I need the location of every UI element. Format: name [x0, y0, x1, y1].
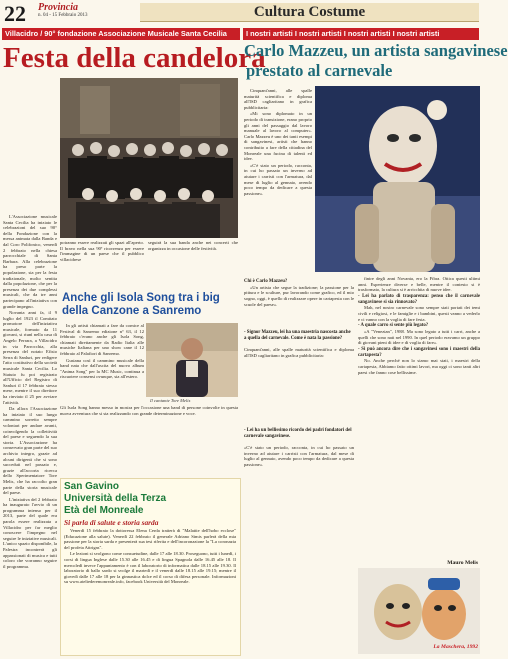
singer-photo — [146, 323, 238, 397]
university-subtitle: Si parla di salute e storia sarda — [64, 518, 159, 527]
right-col2-paragraph: finire degli anni Novanta, ero la Fibra. Ottica questi ultimi anni. Esperienze diverse e belle, mentre il contesto si è trasformato, la cultura si è arricchita di nuove idee. — [358, 276, 480, 293]
university-title-line1: San Gavino — [64, 481, 120, 492]
right-col1-lower: Cinquant'anni, alle spalle maturità scientifica e diploma all'ISD cagliaritano in grafica pubblicitaria: — [244, 347, 354, 358]
interview-question: Chi è Carlo Mazzeu? — [244, 279, 288, 284]
carnival-mask-image — [358, 568, 480, 654]
artists-banner: I nostri artisti I nostri artisti I nostri artisti I nostri artisti — [243, 28, 479, 40]
right-col1-top — [244, 88, 312, 278]
interview-question-1: - Signor Mazzeu, lei ha una maestria nascosta anche a quella del carnevale. Come è nata la passione? — [244, 330, 351, 341]
interview-question: - Si può ancora dire che i sangavinesi sono i maestri della cartapesta? — [358, 346, 480, 358]
interview-question: - Lei ha parlato di trasparenza: penso che il carnevale sangavinese si sia rinnovato? — [358, 293, 480, 305]
interview-question-2: - Lei ha un bellissimo ricordo dei padri fondatori del carnevale sangavinese. — [244, 428, 352, 439]
right-paragraph: Cinquant'anni, alle spalle maturità scientifica e diploma all'ISD cagliaritano in grafica pubblicitaria: — [244, 88, 312, 110]
left-paragraph: Da allora l'Associazione ha iniziato il suo lungo cammino sorretto sempre volontari per andare avanti, coinvolgendo la collettività del paese e seguendo la sua storia. L'Associazione ha conservato gran parte del suo archivio integro, grazie ad alcuni dirigenti che si sono succeduti nel passato e, grazie all'accorta ricerca dello Sperimentatore Tore Melis, che ha raccolto gran parte della storia musicale del paese. — [3, 406, 57, 496]
singer-photo-image — [146, 323, 238, 397]
right-headline-line1: Carlo Mazzeu, un artista sangavinese — [244, 41, 508, 60]
university-title-line2: Università della Terza — [64, 493, 167, 504]
left-bottom-text-a: potranno essere realizzati gli spazi all'aperto. Il bravo nella sua 90ª ricorrenza per essere l'immagine di un paese che il pubblico villacidrese — [60, 240, 144, 262]
page-number: 22 — [4, 1, 26, 26]
singer-photo-caption: Il cantante Tore Melis — [150, 398, 191, 403]
left-paragraph: Novanta anni fa, il 9 luglio del 1923 il Comitato promotore dell'iniziativa musicale, formato da 11 giovani, si riunì nella casa di Angelo Ferrara, a Villacidro in via Parrocchia, alla presenza del notaio Efisio Serra di Sanluri, per redigere l'atto costitutivo della società musicale Santa Cecilia. Lo Statuto fu poi registrato all'Ufficio del Registro di Sanluri il 17 febbraio stesso mese, mentre il suo direttore ha rinviato il 25 per avviare l'attività. — [3, 310, 57, 405]
right-headline-line2: prestato al carnevale — [246, 61, 393, 80]
right-col1-bottom: «C'è stato un periodo, racconta, in cui ho passato un inverno ad aiutare i carristi con l'armatura, dal mese di luglio al gennaio, avendo poco tempo da dedicare a questa passione». — [244, 445, 354, 467]
left-article-body — [3, 214, 57, 654]
song-body-intro — [60, 323, 144, 389]
right-paragraph: «Un artista che segue la tradizione; la passione per la pittura e le sculture, pur lavorando come grafico, ed il mio sogno, oggi, è quello di realizzare opere in cartapesta con le scuole del paese». — [244, 284, 354, 307]
university-title-line3: Età del Monreale — [64, 505, 144, 516]
song-body-main: Gli Isola Song hanno messo in mostra per l'occasione una band di persone coinvolte in questa nuova avventura che si sta realizzando con grande determinazione e voce. — [60, 405, 238, 416]
right-col1-mid — [244, 279, 354, 329]
song-paragraph: Gustana così il cammino musicale della band nata che dall'uscita del nuovo album "Anima Song" per la MC Music, continua a riscuotere consensi ovunque, sia all'estero. — [60, 357, 144, 380]
university-paragraph: Venerdì 15 febbraio la dottoressa Elena Cerda tratterà di "Malattie dell'hobo ecclose" (Educazione alla salute). Venerdì 22 febbraio il generale Adriano Simis parlerà della mia passione per la storia sarda e presenterà sua tesi riferita e dell'incoronazione la "La coronazia del profeta Attrigas". — [64, 528, 236, 550]
left-paragraph: L'Associazione musicale Santa Cecilia ha iniziato le celebrazioni del suo 90° della Fondazione con la messa animata dalla Banda e dal Coro Polifonico, venerdì 2 febbraio nella chiesa parrocchiale di Santa Barbara. Alla celebrazione ha preso parte la popolazione, sia per la festa tradizionale, molto sentita dalla popolazione, che per la presenza dei due complessi musicali, che da tre anni partecipano all'iniziativa con grande impegno. — [3, 214, 57, 309]
interview-question: - A quale carro si sente più legato? — [358, 323, 429, 329]
left-kicker-bar: Villacidro / 90° fondazione Associazione Musicale Santa Cecilia — [2, 28, 240, 40]
left-headline: Festa della candelora — [3, 42, 266, 74]
choir-photo — [60, 78, 238, 238]
university-paragraph: Le lezioni si svolgono come consuetudine, dalle 17 alle 18.30. Proseguono, tutti i lunedì, i corsi di lingua Inglese dalle 15.30 alle 16.45 e di lingua Spagnola dalle 16.45 alle 18. Il mercoledì invece l'appuntamento è con il laboratorio di informatica dalle 18.15 alle 19.30. Il laboratorio di ballo sardo si svolge il martedì e il venerdì dalle 18.15 alle 19.15; mentre il giovedì dalle 17 alle 18 per la ginnastica dolce ed il corso di difesa personale. Informazioni su www.ateliederemonreale.info, facebook Università del Monreale. — [64, 551, 236, 585]
left-paragraph: L'iniziativa del 2 febbraio ha inaugurato l'avvio di un programma intenso per il 2013, parte del quale era parola essere realizzata a Villacidro per far meglio conoscere l'impegno nel seguire le iniziative musicali. L'unico spazio disponibile, la Palestra incontrerà gli appassionati di musica e tutti coloro che vorranno seguire il programma. — [3, 496, 57, 569]
right-paragraph: «Mi sono diplomato in un periodo di transizione, erano proprio gli anni del passaggio dal lavoro manuale al lavoro al computer». Carlo Mazzeu è uno dei tanti esempi di sangavinesi, artisti che hanno contribuito a fare della cittadina del Monreale una fucina di talenti ed idee. — [244, 111, 312, 162]
university-body — [64, 528, 236, 652]
right-col2-paragraph: No. Anche perché non lo siamo mai stati, i maestri della cartapesta, Abbiamo fatto ottimi lavori, ma oggi ci sono tanti altri paesi che fanno cose bellissime. — [358, 358, 480, 375]
left-bottom-text-b: seguirà la sua banda anche nei concerti che organizza in occasione delle festività. — [148, 240, 238, 251]
carnival-photo-caption: La Maschera, 1992 — [433, 644, 478, 650]
section-title: Cultura Costume — [253, 4, 366, 20]
song-headline-line1: Anche gli Isola Song tra i big — [62, 292, 220, 304]
issue-date: n. 04 - 15 Febbraio 2013 — [38, 13, 88, 18]
right-col2-paragraph: «A "Venezian", 1988. Ma sono legato a tutti i carri, anche a quelli che sono nati nel 1990. In quel periodo eravamo un gruppo di giovani pieni di idee e di voglia di fare». — [358, 328, 480, 346]
newspaper-logo: Provincia — [38, 2, 78, 13]
right-paragraph: «C'è stato un periodo, racconta, in cui ho passato un inverno ad aiutare i carristi con l'armatura, dal mese di luglio al gennaio, avendo poco tempo da dedicare a questa passione». — [244, 162, 312, 196]
song-headline-line2: della Canzone a Sanremo — [62, 305, 202, 317]
choir-photo-image — [60, 78, 238, 238]
right-col2 — [358, 276, 480, 596]
sculpture-photo — [315, 86, 480, 272]
article-signature: Mauro Melis — [447, 560, 478, 566]
carnival-mask-photo — [358, 568, 480, 654]
right-col2-paragraph: Mah, nel nostro carnevale sono sempre stati portati dei temi civili e religiosi, e le famiglie e i bambini, questi vanno a vederlo e ci vanno con la voglia di fare festa. — [358, 305, 480, 322]
sculpture-photo-image — [315, 86, 480, 272]
song-paragraph: In gli artisti chiamati a fare da cornice al Festival di Sanremo edizione n° 63, il 12 febbraio c'erano anche gli Isola Song, chiamati direttamente da Radio Italia alle musiche Italiana per uno show cane il 12 febbraio al Palafiori di Sanremo. — [60, 323, 144, 356]
